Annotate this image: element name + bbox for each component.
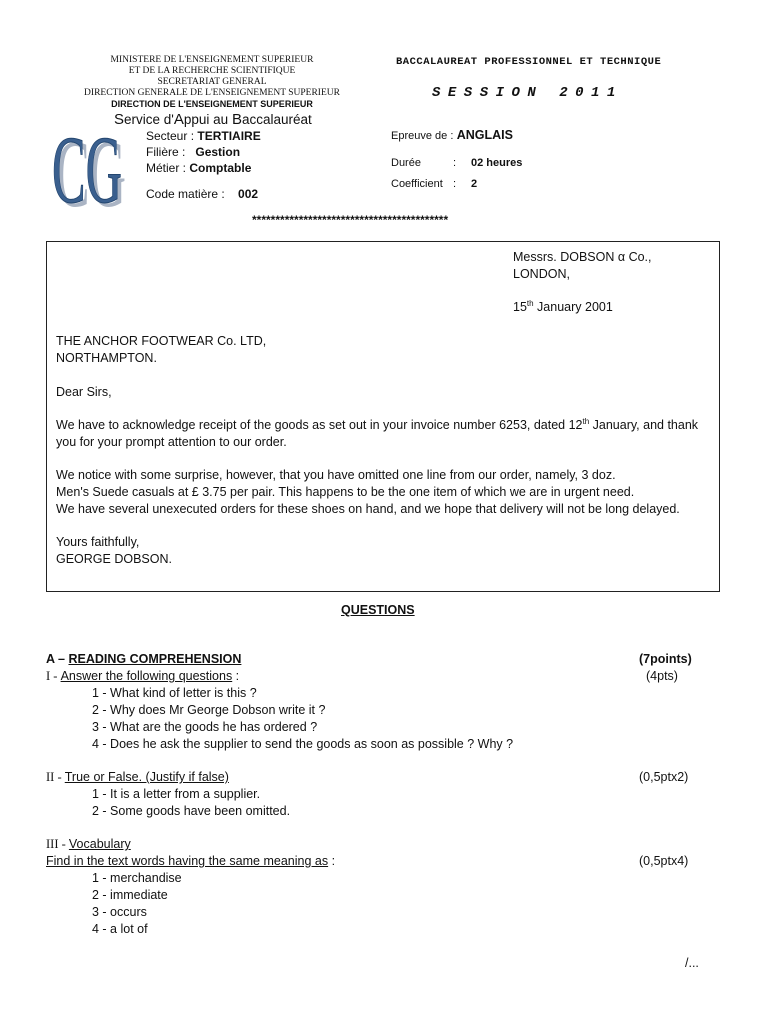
letter-box [46, 241, 720, 592]
duree-label: Durée [391, 157, 421, 169]
filiere-value: Gestion [195, 145, 241, 159]
coef-value: 2 [471, 178, 478, 190]
part-1-points: (4pts) [646, 669, 678, 683]
question-item: 3 - occurs [92, 905, 147, 919]
question-item: 1 - merchandise [92, 871, 182, 885]
sender-line: LONDON, [513, 267, 570, 281]
part-1-heading: I - Answer the following questions : [46, 669, 240, 683]
direction-line: DIRECTION DE L'ENSEIGNEMENT SUPERIEUR [111, 99, 313, 109]
bac-title: BACCALAUREAT PROFESSIONNEL ET TECHNIQUE [396, 56, 662, 68]
question-item: 2 - Why does Mr George Dobson write it ? [92, 703, 326, 717]
question-item: 1 - What kind of letter is this ? [92, 686, 257, 700]
metier-label: Métier : [146, 161, 187, 175]
epreuve-row [391, 128, 513, 142]
questions-title: QUESTIONS [341, 603, 415, 617]
paragraph-2-line: We have several unexecuted orders for these shoes on hand, and we hope that delivery will not be long delayed. [56, 502, 680, 516]
code-row [146, 187, 258, 201]
filiere-label: Filière : [146, 145, 186, 159]
code-label: Code matière : [146, 187, 225, 201]
question-item: 4 - Does he ask the supplier to send the goods as soon as possible ? Why ? [92, 737, 514, 751]
signature: GEORGE DOBSON. [56, 552, 172, 566]
separator-stars: ****************************************** [252, 213, 449, 227]
question-item: 3 - What are the goods he has ordered ? [92, 720, 318, 734]
ministry-line: MINISTERE DE L'ENSEIGNEMENT SUPERIEUR [110, 55, 314, 65]
secteur-label: Secteur : [146, 129, 195, 143]
duree-sep: : [453, 157, 457, 169]
ministry-block [62, 55, 362, 110]
recipient-line: THE ANCHOR FOOTWEAR Co. LTD, [56, 334, 267, 348]
secteur-row [146, 129, 261, 143]
secteur-value: TERTIAIRE [197, 129, 261, 143]
service-name: Service d'Appui au Baccalauréat [114, 111, 312, 128]
metier-value: Comptable [189, 161, 252, 175]
part-2-points: (0,5ptx2) [639, 770, 689, 784]
epreuve-label: Epreuve de : [391, 130, 454, 142]
cg-logo-shadow: CG [56, 122, 126, 214]
duree-value: 02 heures [471, 157, 523, 169]
paragraph-1-line: We have to acknowledge receipt of the goods as set out in your invoice number 6253, dated 12th January, and thank [56, 416, 699, 432]
letter-date: 15th January 2001 [513, 298, 613, 314]
code-value: 002 [238, 187, 259, 201]
cg-logo [50, 122, 130, 214]
metier-row [146, 161, 251, 175]
coef-sep: : [453, 178, 457, 190]
sender-line: Messrs. DOBSON α Co., [513, 250, 652, 264]
part-3-points: (0,5ptx4) [639, 854, 689, 868]
paragraph-1-line: you for your prompt attention to our order. [56, 435, 287, 449]
question-item: 1 - It is a letter from a supplier. [92, 787, 261, 801]
closing: Yours faithfully, [56, 535, 140, 549]
paragraph-2-line: We notice with some surprise, however, that you have omitted one line from our order, namely, 3 doz. [56, 468, 616, 482]
part-3-heading: III - Vocabulary [46, 837, 131, 851]
recipient-line: NORTHAMPTON. [56, 351, 157, 365]
section-a-heading: A – READING COMPREHENSION [46, 652, 242, 666]
question-item: 2 - immediate [92, 888, 168, 902]
filiere-row [146, 145, 240, 159]
ministry-line: ET DE LA RECHERCHE SCIENTIFIQUE [128, 66, 296, 76]
ministry-line: DIRECTION GENERALE DE L'ENSEIGNEMENT SUPERIEUR [84, 88, 340, 98]
continuation-mark: /... [685, 956, 699, 970]
epreuve-value: ANGLAIS [456, 128, 513, 142]
part-2-heading: II - True or False. (Justify if false) [46, 770, 229, 784]
question-item: 4 - a lot of [92, 922, 148, 936]
salutation: Dear Sirs, [56, 385, 112, 399]
part-3-instruction: Find in the text words having the same meaning as : [46, 854, 336, 868]
section-a-points: (7points) [639, 652, 692, 666]
question-item: 2 - Some goods have been omitted. [92, 804, 291, 818]
session-title: SESSION 2011 [432, 85, 623, 101]
cg-logo-text: CG [52, 122, 122, 214]
coef-label: Coefficient [391, 178, 443, 190]
paragraph-2-line: Men's Suede casuals at £ 3.75 per pair. This happens to be the one item of which we are in urgent need. [56, 485, 635, 499]
ministry-line: SECRETARIAT GENERAL [157, 77, 267, 87]
